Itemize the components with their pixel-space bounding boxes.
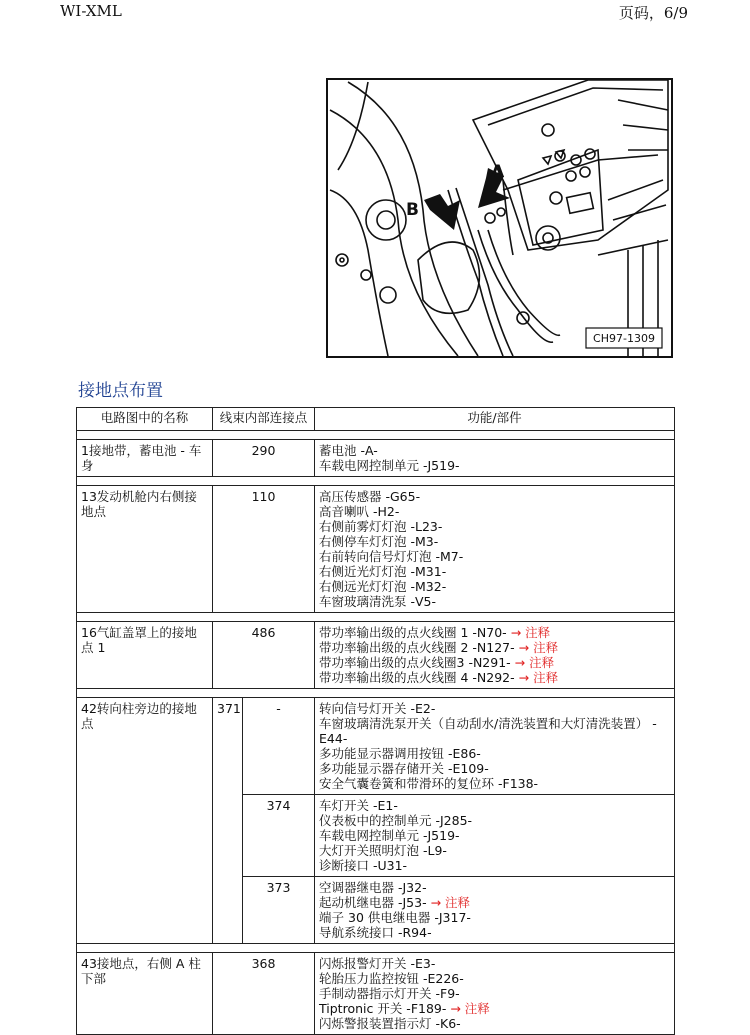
function-item: 车灯开关 -E1- xyxy=(319,798,398,813)
engine-bay-figure xyxy=(326,78,673,358)
ground-point-illustration xyxy=(328,80,671,356)
note-link[interactable]: → 注释 xyxy=(514,655,555,670)
function-item: 右侧近光灯灯泡 -M31- xyxy=(319,564,447,579)
row-functions xyxy=(315,795,675,877)
function-item: 空调器继电器 -J32- xyxy=(319,880,427,895)
function-item: 导航系统接口 -R94- xyxy=(319,925,432,940)
function-item: 安全气囊卷簧和带滑环的复位环 -F138- xyxy=(319,776,539,791)
table-header-row xyxy=(77,408,675,431)
function-item: 闪烁警报装置指示灯 -K6- xyxy=(319,1016,461,1031)
function-item: 大灯开关照明灯泡 -L9- xyxy=(319,843,447,858)
row-name: 43接地点，右侧 A 柱下部 xyxy=(77,953,213,1035)
note-link[interactable]: → 注释 xyxy=(518,640,559,655)
table-row xyxy=(77,486,675,613)
function-item: 仪表板中的控制单元 -J285- xyxy=(319,813,473,828)
row-sub-connection: 373 xyxy=(243,877,315,944)
table-row xyxy=(77,698,675,795)
row-functions xyxy=(315,877,675,944)
function-item: 起动机继电器 -J53- → 注释 xyxy=(319,895,471,910)
note-link[interactable]: → 注释 xyxy=(430,895,471,910)
function-item: 车窗玻璃清洗泵开关（自动刮水/清洗装置和大灯清洗装置） - E44- xyxy=(319,716,657,746)
function-item: 右侧远光灯灯泡 -M32- xyxy=(319,579,447,594)
row-functions xyxy=(315,953,675,1035)
row-name: 1接地带，蓄电池 - 车身 xyxy=(77,440,213,477)
table-row xyxy=(77,953,675,1035)
function-item: 带功率输出级的点火线圈 2 -N127- → 注释 xyxy=(319,640,559,655)
row-connection: 110 xyxy=(213,486,315,613)
row-functions xyxy=(315,622,675,689)
row-sub-connection: - xyxy=(243,698,315,795)
row-connection: 368 xyxy=(213,953,315,1035)
arrow-b-icon xyxy=(424,194,460,230)
row-sub-connection: 374 xyxy=(243,795,315,877)
header-function: 功能/部件 xyxy=(315,408,675,431)
row-connection: 486 xyxy=(213,622,315,689)
function-item: 轮胎压力监控按钮 -E226- xyxy=(319,971,464,986)
function-item: 车载电网控制单元 -J519- xyxy=(319,458,460,473)
row-name: 13发动机舱内右侧接地点 xyxy=(77,486,213,613)
note-link[interactable]: → 注释 xyxy=(510,625,551,640)
row-name: 16气缸盖罩上的接地点 1 xyxy=(77,622,213,689)
note-link[interactable]: → 注释 xyxy=(450,1001,490,1016)
figure-ref-code: CH97-1309 xyxy=(593,332,655,345)
row-functions xyxy=(315,698,675,795)
row-connection: 290 xyxy=(213,440,315,477)
header-connection: 线束内部连接点 xyxy=(213,408,315,431)
row-functions xyxy=(315,440,675,477)
page-number: 页码，6/9 xyxy=(618,4,688,22)
table-row xyxy=(77,440,675,477)
function-item: 带功率输出级的点火线圈 1 -N70- → 注释 xyxy=(319,625,551,640)
function-item: 转向信号灯开关 -E2- xyxy=(319,701,436,716)
ground-points-table xyxy=(76,407,675,1035)
function-item: 闪烁报警灯开关 -E3- xyxy=(319,956,436,971)
function-item: 右侧停车灯灯泡 -M3- xyxy=(319,534,439,549)
function-item: 右侧前雾灯灯泡 -L23- xyxy=(319,519,443,534)
function-item: 高音喇叭 -H2- xyxy=(319,504,400,519)
function-item: 右前转向信号灯灯泡 -M7- xyxy=(319,549,464,564)
row-main-connection: 371 xyxy=(213,698,243,944)
function-item: 端子 30 供电继电器 -J317- xyxy=(319,910,471,925)
function-item: 带功率输出级的点火线圈 4 -N292- → 注释 xyxy=(319,670,559,685)
function-item: Tiptronic 开关 -F189- → 注释 xyxy=(319,1001,490,1016)
header-name: 电路图中的名称 xyxy=(77,408,213,431)
function-item: 诊断接口 -U31- xyxy=(319,858,408,873)
note-link[interactable]: → 注释 xyxy=(518,670,559,685)
function-item: 多功能显示器调用按钮 -E86- xyxy=(319,746,481,761)
row-name: 42转向柱旁边的接地点 xyxy=(77,698,213,944)
label-b: B xyxy=(406,200,419,220)
function-item: 多功能显示器存储开关 -E109- xyxy=(319,761,489,776)
function-item: 蓄电池 -A- xyxy=(319,443,378,458)
function-item: 车窗玻璃清洗泵 -V5- xyxy=(319,594,437,609)
function-item: 手制动器指示灯开关 -F9- xyxy=(319,986,460,1001)
document-name: WI-XML xyxy=(60,2,122,20)
function-item: 高压传感器 -G65- xyxy=(319,489,421,504)
label-a: A xyxy=(491,162,505,182)
table-row xyxy=(77,622,675,689)
section-title: 接地点布置 xyxy=(78,381,163,401)
function-item: 车载电网控制单元 -J519- xyxy=(319,828,460,843)
function-item: 带功率输出级的点火线圈3 -N291- → 注释 xyxy=(319,655,555,670)
row-functions xyxy=(315,486,675,613)
